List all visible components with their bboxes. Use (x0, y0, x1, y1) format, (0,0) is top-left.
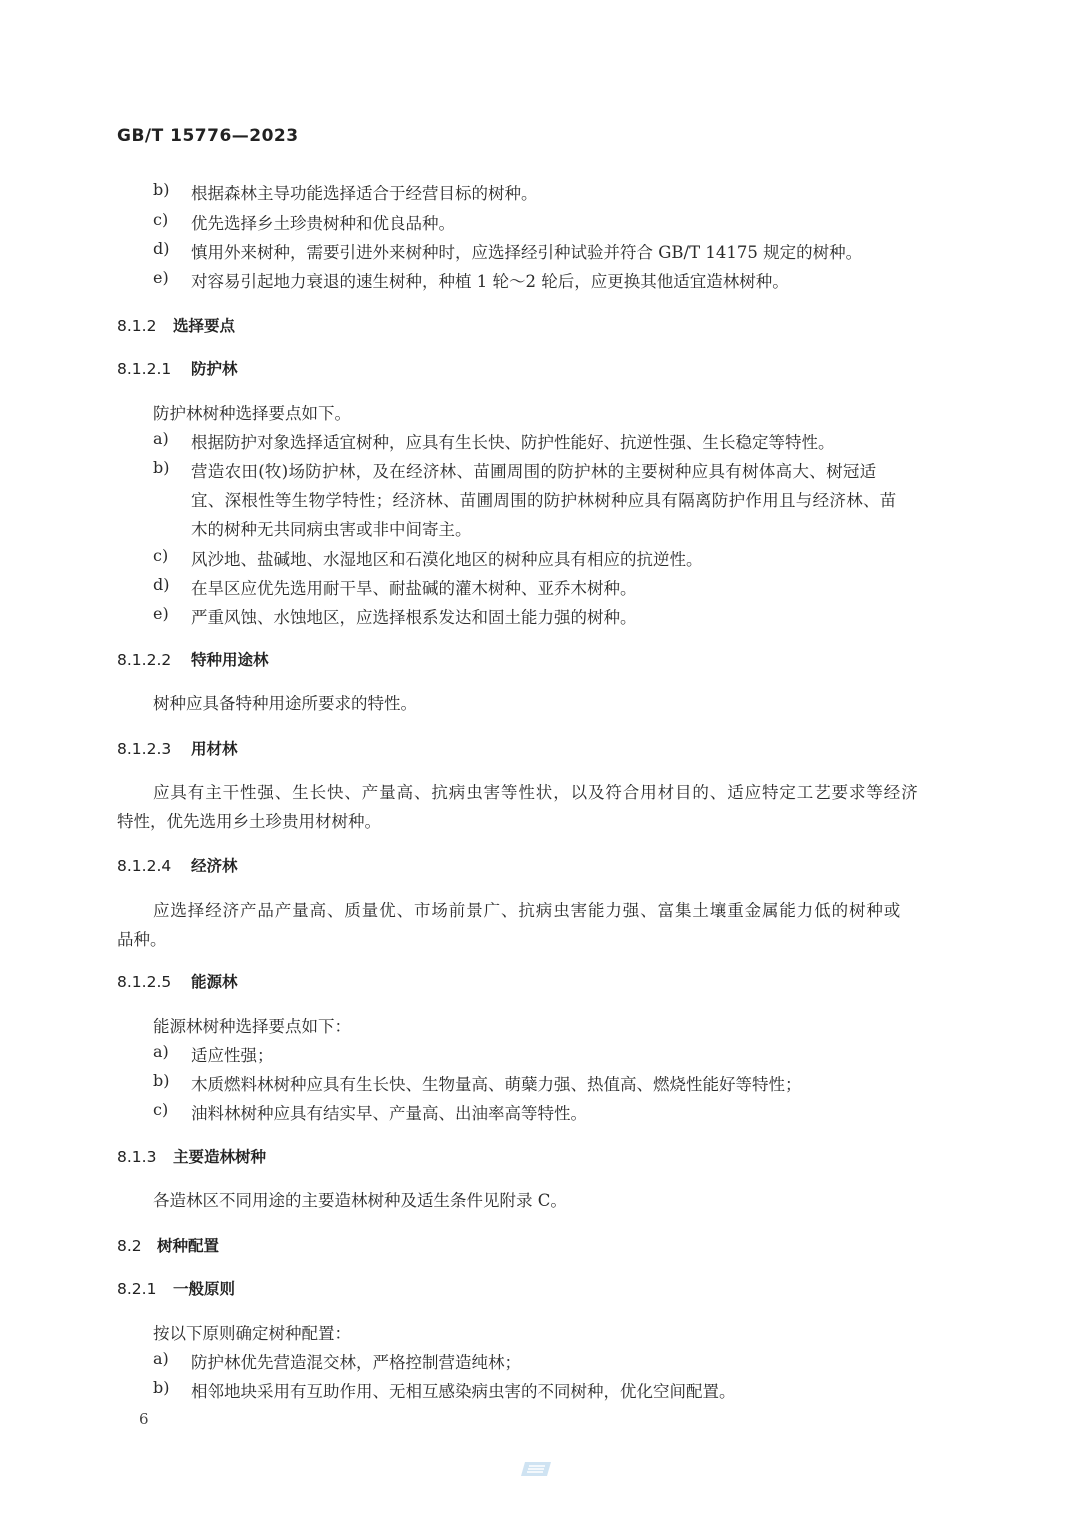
section-heading-8-1-3 (117, 1145, 266, 1167)
section-title: 一般原则 (173, 1280, 236, 1298)
section-number: 8.2.1 (117, 1280, 157, 1298)
list-item-text: 在旱区应优先选用耐干旱、耐盐碱的灌木树种、亚乔木树种。 (191, 579, 637, 598)
list-item-text: 严重风蚀、水蚀地区，应选择根系发达和固土能力强的树种。 (191, 608, 637, 627)
list-item-label: e) (153, 268, 169, 287)
paragraph: 按以下原则确定树种配置： (153, 1324, 351, 1343)
list-item-text: 营造农田(牧)场防护林，及在经济林、苗圃周围的防护林的主要树种应具有树体高大、树冠适 (191, 462, 877, 481)
list-item-text-continued: 木的树种无共同病虫害或非中间寄主。 (191, 520, 472, 539)
list-item-label: b) (153, 458, 170, 477)
section-heading-8-2-1 (117, 1277, 235, 1299)
section-title: 经济林 (191, 857, 238, 875)
list-item-text: 对容易引起地力衰退的速生树种，种植 1 轮～2 轮后，应更换其他适宜造林树种。 (191, 272, 789, 291)
section-heading-8-1-2 (117, 314, 235, 336)
page-number: 6 (139, 1410, 149, 1428)
list-item-label: a) (153, 1042, 169, 1061)
list-item-text: 风沙地、盐碱地、水湿地区和石漠化地区的树种应具有相应的抗逆性。 (191, 550, 703, 569)
section-title: 用材林 (191, 740, 238, 758)
section-number: 8.1.2.5 (117, 973, 172, 991)
list-item-text: 优先选择乡土珍贵树种和优良品种。 (191, 214, 455, 233)
section-number: 8.1.2.4 (117, 857, 172, 875)
list-item-label: c) (153, 546, 169, 565)
list-item-label: a) (153, 429, 169, 448)
list-item-text: 油料林树种应具有结实早、产量高、出油率高等特性。 (191, 1104, 587, 1123)
section-title: 防护林 (191, 360, 238, 378)
list-item-label: d) (153, 575, 170, 594)
list-item-label: e) (153, 604, 169, 623)
list-item-label: c) (153, 1100, 169, 1119)
paragraph: 树种应具备特种用途所要求的特性。 (153, 694, 417, 713)
list-item-text: 慎用外来树种，需要引进外来树种时，应选择经引种试验并符合 GB/T 14175 规定的树种。 (191, 243, 863, 262)
section-title: 特种用途林 (191, 651, 269, 669)
paragraph: 各造林区不同用途的主要造林树种及适生条件见附录 C。 (153, 1191, 567, 1210)
paragraph: 防护林树种选择要点如下。 (153, 404, 351, 423)
list-item-label: c) (153, 210, 169, 229)
document-code: GB/T 15776—2023 (117, 126, 299, 146)
paragraph: 应选择经济产品产量高、质量优、市场前景广、抗病虫害能力强、富集土壤重金属能力低的树种或 (153, 901, 902, 920)
list-item-text: 根据森林主导功能选择适合于经营目标的树种。 (191, 184, 538, 203)
list-item-text: 根据防护对象选择适宜树种，应具有生长快、防护性能好、抗逆性强、生长稳定等特性。 (191, 433, 835, 452)
section-number: 8.1.2.1 (117, 360, 172, 378)
section-heading-8-1-2-2 (117, 648, 269, 670)
list-item-label: b) (153, 180, 170, 199)
section-number: 8.1.3 (117, 1148, 157, 1166)
section-title: 能源林 (191, 973, 238, 991)
section-heading-8-2 (117, 1234, 219, 1256)
paragraph: 应具有主干性强、生长快、产量高、抗病虫害等性状，以及符合用材目的、适应特定工艺要求等经济 (153, 783, 919, 802)
list-item-text: 相邻地块采用有互助作用、无相互感染病虫害的不同树种，优化空间配置。 (191, 1382, 736, 1401)
paragraph: 能源林树种选择要点如下： (153, 1017, 351, 1036)
paragraph-continued: 品种。 (117, 930, 167, 949)
section-heading-8-1-2-4 (117, 854, 238, 876)
section-number: 8.1.2.3 (117, 740, 172, 758)
section-title: 选择要点 (173, 317, 236, 335)
list-item-text: 防护林优先营造混交林，严格控制营造纯林； (191, 1353, 521, 1372)
publisher-logo-icon (521, 1460, 555, 1478)
list-item-label: b) (153, 1378, 170, 1397)
section-heading-8-1-2-3 (117, 737, 238, 759)
list-item-label: b) (153, 1071, 170, 1090)
section-number: 8.1.2.2 (117, 651, 172, 669)
section-title: 主要造林树种 (173, 1148, 267, 1166)
section-number: 8.2 (117, 1237, 142, 1255)
section-heading-8-1-2-5 (117, 970, 238, 992)
section-title: 树种配置 (157, 1237, 220, 1255)
paragraph-continued: 特性，优先选用乡土珍贵用材树种。 (117, 812, 381, 831)
list-item-text-continued: 宜、深根性等生物学特性；经济林、苗圃周围的防护林树种应具有隔离防护作用且与经济林、苗 (191, 491, 897, 510)
list-item-text: 木质燃料林树种应具有生长快、生物量高、萌蘖力强、热值高、燃烧性能好等特性； (191, 1075, 802, 1094)
list-item-label: d) (153, 239, 170, 258)
list-item-text: 适应性强； (191, 1046, 274, 1065)
list-item-label: a) (153, 1349, 169, 1368)
section-number: 8.1.2 (117, 317, 157, 335)
section-heading-8-1-2-1 (117, 357, 238, 379)
